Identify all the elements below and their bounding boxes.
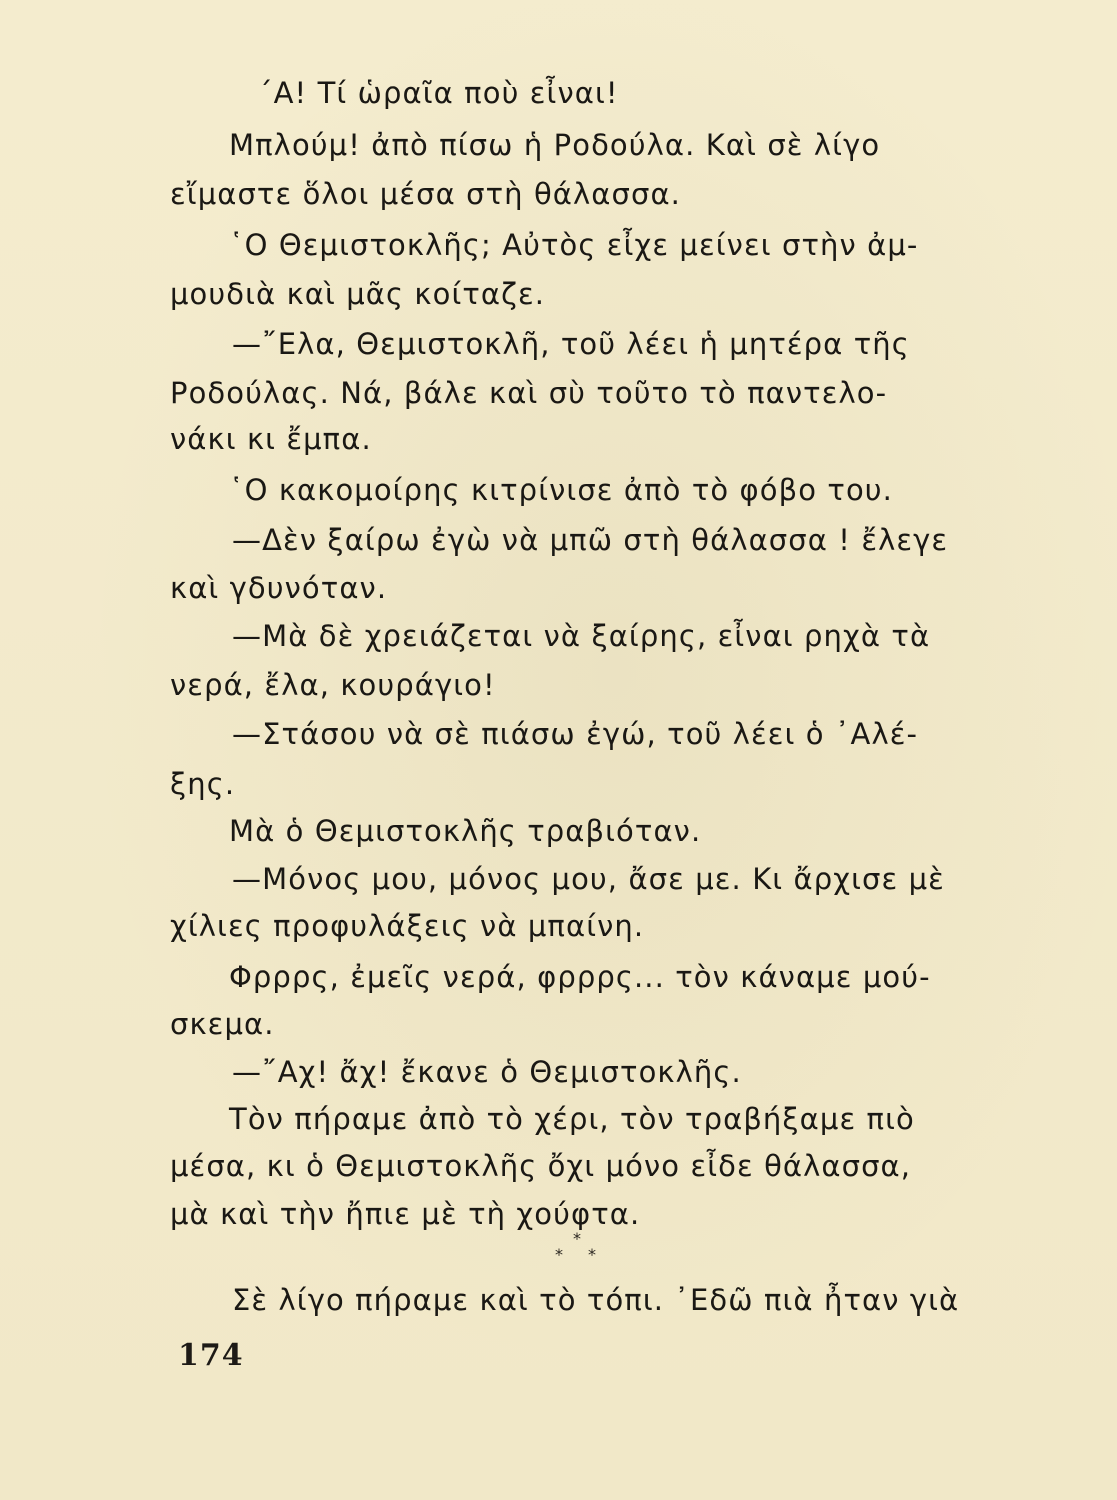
text-line: σκεμα. — [170, 1007, 275, 1041]
section-separator-star: * — [555, 1245, 563, 1264]
text-line: Μὰ ὁ Θεμιστοκλῆς τραβιόταν. — [229, 814, 702, 848]
text-line: —῎Ελα, Θεμιστοκλῆ, τοῦ λέει ἡ μητέρα τῆς — [232, 327, 910, 361]
text-line: ξης. — [170, 767, 236, 801]
text-line: Ροδούλας. Νά, βάλε καὶ σὺ τοῦτο τὸ παντελο- — [170, 376, 888, 410]
text-line: —῎Αχ! ἄχ! ἔκανε ὁ Θεμιστοκλῆς. — [232, 1055, 742, 1089]
text-line: —Μόνος μου, μόνος μου, ἄσε με. Κι ἄρχισε μὲ — [232, 862, 945, 896]
text-line: ῾Ο κακομοίρης κιτρίνισε ἀπὸ τὸ φόβο του. — [229, 473, 893, 507]
text-line: μὰ καὶ τὴν ἤπιε μὲ τὴ χούφτα. — [170, 1197, 641, 1231]
text-line: ΄Α! Τί ὡραῖα ποὺ εἶναι! — [258, 76, 619, 110]
page-number: 174 — [178, 1338, 244, 1373]
text-line: μουδιὰ καὶ μᾶς κοίταζε. — [170, 277, 546, 311]
text-line: Μπλούμ! ἀπὸ πίσω ἡ Ροδούλα. Καὶ σὲ λίγο — [229, 128, 881, 162]
text-line: νερά, ἔλα, κουράγιο! — [170, 668, 496, 702]
text-line: Τὸν πήραμε ἀπὸ τὸ χέρι, τὸν τραβήξαμε πιὸ — [229, 1102, 915, 1136]
text-line: —Δὲν ξαίρω ἐγὼ νὰ μπῶ στὴ θάλασσα ! ἔλεγε — [232, 523, 949, 557]
text-line: εἴμαστε ὅλοι μέσα στὴ θάλασσα. — [170, 177, 681, 211]
text-line: ῾Ο Θεμιστοκλῆς; Αὐτὸς εἶχε μείνει στὴν ἀμ- — [229, 228, 919, 262]
text-line: καὶ γδυνόταν. — [170, 571, 388, 605]
section-separator-star: * — [588, 1245, 596, 1264]
text-line: —Μὰ δὲ χρειάζεται νὰ ξαίρης, εἶναι ρηχὰ τὰ — [232, 619, 931, 653]
text-line: Σὲ λίγο πήραμε καὶ τὸ τόπι. ᾿Εδῶ πιὰ ἦταν γιὰ — [232, 1283, 960, 1317]
text-line: Φρρρς, ἐμεῖς νερά, φρρρς... τὸν κάναμε μού- — [229, 960, 931, 994]
text-line: νάκι κι ἔμπα. — [170, 422, 372, 456]
section-separator-star: * — [573, 1229, 581, 1248]
text-line: —Στάσου νὰ σὲ πιάσω ἐγώ, τοῦ λέει ὁ ᾿Αλέ- — [232, 717, 919, 751]
text-line: χίλιες προφυλάξεις νὰ μπαίνη. — [170, 909, 645, 943]
text-line: μέσα, κι ὁ Θεμιστοκλῆς ὄχι μόνο εἶδε θάλασσα, — [170, 1149, 912, 1183]
